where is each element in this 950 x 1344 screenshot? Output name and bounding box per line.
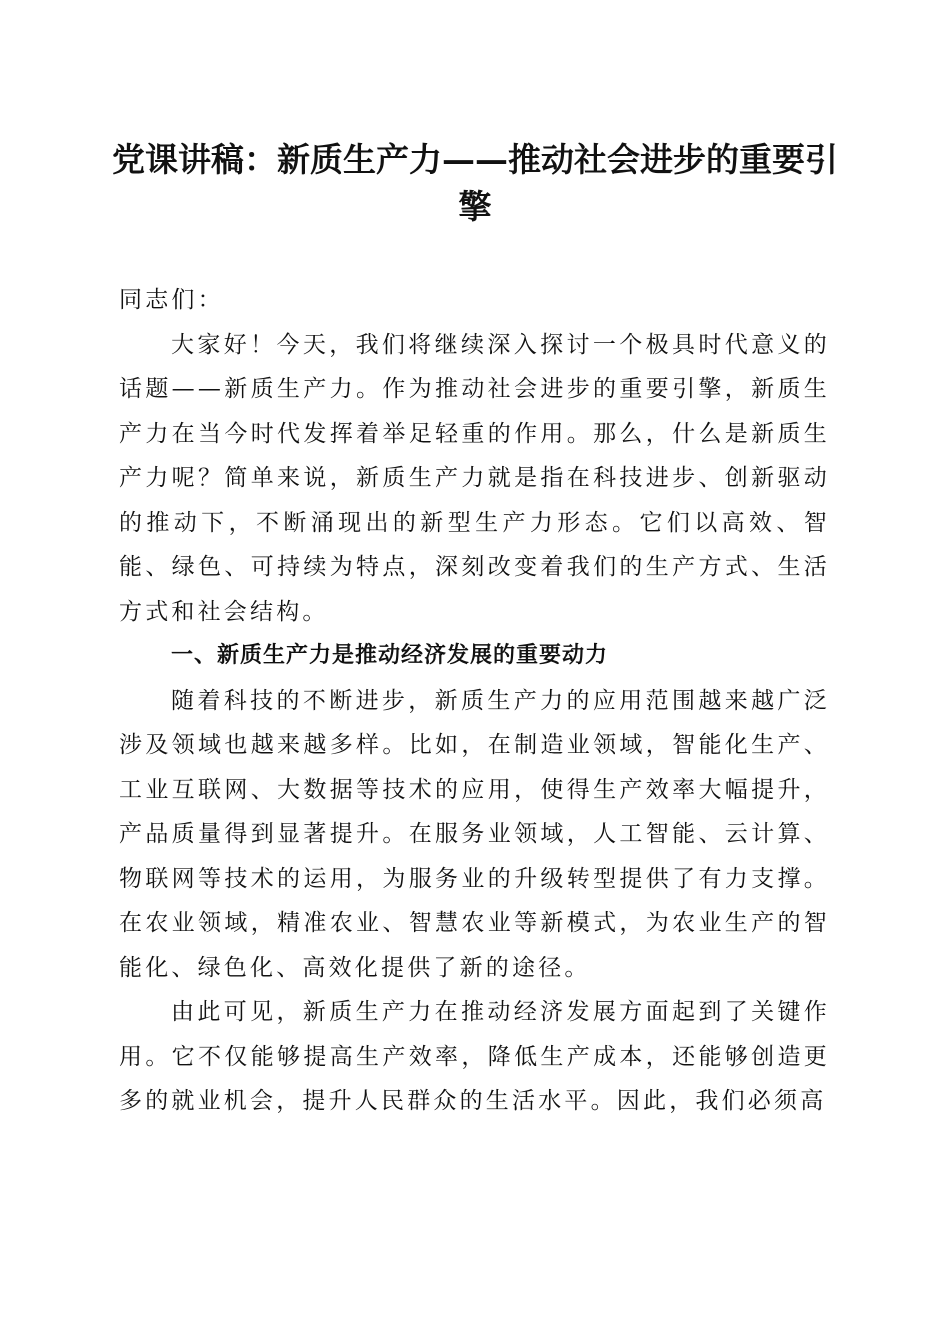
document-title: 党课讲稿：新质生产力——推动社会进步的重要引擎	[112, 140, 838, 226]
section-heading: 一、新质生产力是推动经济发展的重要动力	[171, 643, 609, 668]
document-body	[119, 278, 830, 1124]
salutation: 同志们：	[119, 287, 224, 313]
intro-paragraph: 大家好！今天，我们将继续深入探讨一个极具时代意义的话题——新质生产力。作为推动社会进步的重要引擎，新质生产力在当今时代发挥着举足轻重的作用。那么，什么是新质生产力呢？简单来说，新质生产力就是指在科技进步、创新驱动的推动下，不断涌现出的新型生产力形态。它们以高效、智能、绿色、可持续为特点，深刻改变着我们的生产方式、生活方式和社会结构。	[119, 331, 830, 625]
section-paragraph-1: 随着科技的不断进步，新质生产力的应用范围越来越广泛涉及领域也越来越多样。比如，在制造业领域，智能化生产、工业互联网、大数据等技术的应用，使得生产效率大幅提升，产品质量得到显著提升。在服务业领域，人工智能、云计算、物联网等技术的运用，为服务业的升级转型提供了有力支撑。在农业领域，精准农业、智慧农业等新模式，为农业生产的智能化、绿色化、高效化提供了新的途径。	[119, 687, 830, 981]
section-paragraph-2: 由此可见，新质生产力在推动经济发展方面起到了关键作用。它不仅能够提高生产效率，降低生产成本，还能够创造更多的就业机会，提升人民群众的生活水平。因此，我们必须高	[119, 999, 830, 1114]
